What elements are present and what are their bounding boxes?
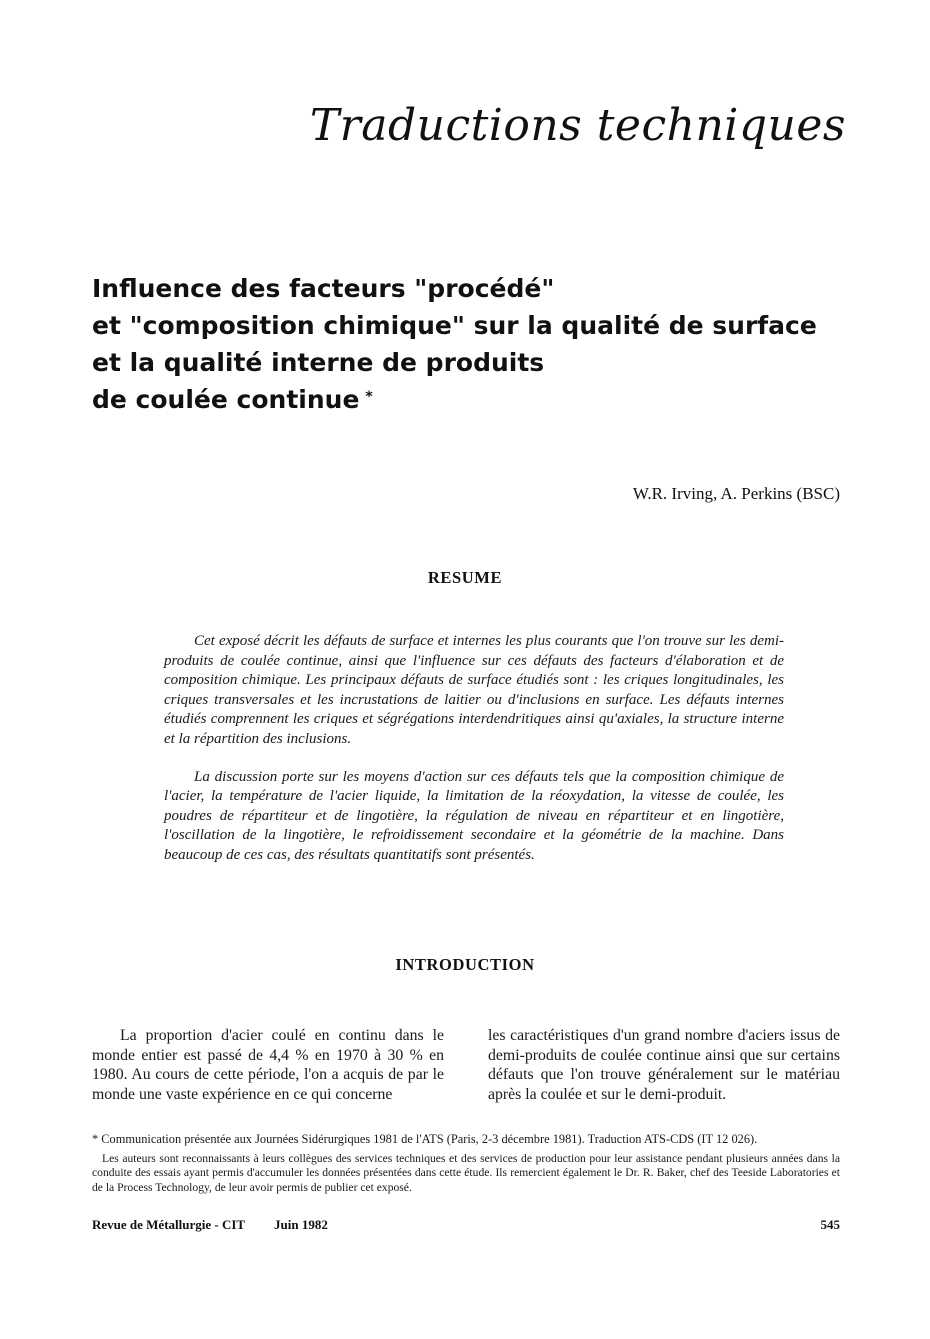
article-title-text: de coulée continue: [92, 385, 360, 414]
authors: W.R. Irving, A. Perkins (BSC): [632, 484, 840, 503]
body-paragraph: les caractéristiques d'un grand nombre d'aciers issus de demi-produits de coulée continue ainsi que sur certains défauts que l'on trouve généralement sur le matériau après la coulée et sur le demi-produit.: [488, 1027, 840, 1103]
introduction-heading: INTRODUCTION: [395, 955, 535, 974]
journal-name: Revue de Métallurgie - CIT: [92, 1217, 246, 1232]
footnote-acknowledgement: Les auteurs sont reconnaissants à leurs collègues des services techniques et des services de production pour leur assistance pendant plusieurs années dans la conduite des essais ayant permis d'accumuler les données présentées dans cette étude. Ils remercient également le Dr. R. Baker, chef des Teeside Laboratories et de la Process Technology, de leur avoir permis de publier cet exposé.: [92, 1152, 840, 1194]
resume-heading: RESUME: [427, 568, 503, 587]
footnote-communication: * Communication présentée aux Journées Sidérurgiques 1981 de l'ATS (Paris, 2-3 décembre 1981). Traduction ATS-CDS (IT 12 026).: [92, 1132, 758, 1146]
introduction-left-column: [92, 1026, 444, 1104]
article-title-line: [92, 381, 882, 418]
introduction-right-column: [488, 1026, 840, 1104]
page-footer: [92, 1217, 840, 1237]
abstract-paragraph: Cet exposé décrit les défauts de surface et internes les plus courants que l'on trouve sur les demi-produits de coulée continue, ainsi que l'influence sur ces défauts des facteurs d'élaboration et de composition chimique. Les principaux défauts de surface étudiés sont : les criques longitudinales, les criques transversales et les incrustations de laitier ou d'inclusions en surface. Les défauts internes étudiés comprennent les criques et ségrégations interdendritiques ainsi qu'axiales, la structure interne et la répartition des inclusions.: [164, 633, 784, 747]
abstract: [164, 632, 784, 884]
section-title: Traductions techniques: [309, 100, 846, 151]
article-title-line: et "composition chimique" sur la qualité de surface: [92, 311, 817, 340]
body-paragraph: La proportion d'acier coulé en continu dans le monde entier est passé de 4,4 % en 1970 à 30 % en 1980. Au cours de cette période, l'on a acquis de par le monde une vaste expérience en ce qui concerne: [92, 1027, 444, 1103]
article-title: [92, 270, 882, 418]
article-title-line: et la qualité interne de produits: [92, 348, 545, 377]
title-footnote-mark: *: [365, 389, 373, 405]
abstract-paragraph: La discussion porte sur les moyens d'action sur ces défauts tels que la composition chimique de l'acier, la température de l'acier liquide, la limitation de la réoxydation, la vitesse de coulée, les poudres de répartiteur et de lingotière, la régulation de niveau en répartiteur et en lingotière, l'oscillation de la lingotière, le refroidissement secondaire et la géométrie de la machine. Dans beaucoup de ces cas, des résultats quantitatifs sont présentés.: [164, 768, 784, 863]
article-title-line: Influence des facteurs "procédé": [92, 274, 555, 303]
issue-date: Juin 1982: [274, 1217, 328, 1232]
page-number: 545: [820, 1217, 840, 1232]
footnotes: [92, 1132, 840, 1195]
